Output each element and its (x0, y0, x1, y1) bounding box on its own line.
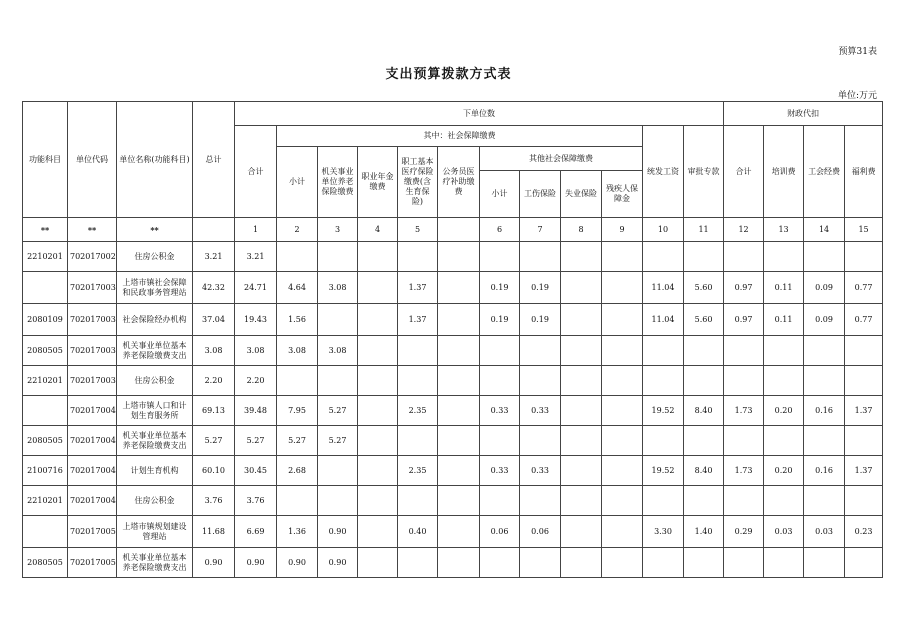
disabled-cell (602, 366, 643, 396)
header-fin-total: 合计 (724, 126, 764, 218)
injury-cell: 0.33 (520, 396, 561, 426)
civil-cell (438, 456, 480, 486)
union-cell (804, 336, 845, 366)
medical-cell: 0.40 (398, 516, 438, 548)
medical-cell (398, 336, 438, 366)
annuity-cell (358, 242, 398, 272)
union-cell (804, 548, 845, 578)
table-row (23, 336, 883, 366)
welfare-cell (845, 242, 883, 272)
approved-cell: 8.40 (684, 396, 724, 426)
union-cell: 0.03 (804, 516, 845, 548)
header-unit-name: 单位名称(功能科目) (117, 102, 193, 218)
column-index-cell: 15 (845, 218, 883, 242)
total-cell: 69.13 (193, 396, 235, 426)
approved-cell (684, 366, 724, 396)
medical-cell (398, 426, 438, 456)
table-row (23, 486, 883, 516)
func-code-cell: 2210201 (23, 242, 68, 272)
disabled-cell (602, 516, 643, 548)
func-code-cell (23, 516, 68, 548)
civil-cell (438, 336, 480, 366)
union-cell: 0.16 (804, 396, 845, 426)
o_sub-cell (480, 366, 520, 396)
union-cell: 0.09 (804, 272, 845, 304)
unit-name-cell: 住房公积金 (117, 486, 193, 516)
header-medical: 职工基本医疗保险缴费(含生育保险) (398, 147, 438, 218)
union-cell (804, 242, 845, 272)
approved-cell: 1.40 (684, 516, 724, 548)
injury-cell (520, 426, 561, 456)
training-cell: 0.20 (764, 456, 804, 486)
column-index-cell: 11 (684, 218, 724, 242)
unemp-cell (561, 242, 602, 272)
disabled-cell (602, 548, 643, 578)
sum-cell: 5.27 (235, 426, 277, 456)
total-cell: 2.20 (193, 366, 235, 396)
unit-name-cell: 上塔市镇规划建设管理站 (117, 516, 193, 548)
header-annuity: 职业年金缴费 (358, 147, 398, 218)
o_sub-cell (480, 426, 520, 456)
header-unemployment: 失业保险 (561, 171, 602, 218)
training-cell (764, 366, 804, 396)
training-cell (764, 486, 804, 516)
training-cell (764, 548, 804, 578)
union-cell: 0.16 (804, 456, 845, 486)
column-index-cell: 12 (724, 218, 764, 242)
total-cell: 3.21 (193, 242, 235, 272)
unemp-cell (561, 336, 602, 366)
total-cell: 42.32 (193, 272, 235, 304)
injury-cell: 0.19 (520, 304, 561, 336)
si_sub-cell: 2.68 (277, 456, 318, 486)
column-index-cell: ** (23, 218, 68, 242)
medical-cell (398, 366, 438, 396)
approved-cell (684, 486, 724, 516)
annuity-cell (358, 336, 398, 366)
column-index-cell: 2 (277, 218, 318, 242)
salary-cell: 11.04 (643, 304, 684, 336)
header-injury: 工伤保险 (520, 171, 561, 218)
injury-cell (520, 486, 561, 516)
total-cell: 37.04 (193, 304, 235, 336)
sum-cell: 19.43 (235, 304, 277, 336)
approved-cell: 5.60 (684, 304, 724, 336)
approved-cell (684, 242, 724, 272)
unit-name-cell: 社会保险经办机构 (117, 304, 193, 336)
si_sub-cell: 1.56 (277, 304, 318, 336)
header-other-subtotal: 小计 (480, 171, 520, 218)
header-approved: 审批专款 (684, 126, 724, 218)
si_sub-cell (277, 366, 318, 396)
pension-cell: 0.90 (318, 516, 358, 548)
disabled-cell (602, 272, 643, 304)
unit-name-cell: 机关事业单位基本养老保险缴费支出 (117, 548, 193, 578)
o_sub-cell (480, 242, 520, 272)
injury-cell (520, 366, 561, 396)
sum-cell: 3.08 (235, 336, 277, 366)
o_sub-cell: 0.33 (480, 456, 520, 486)
header-social-insurance: 其中：社会保障缴费 (277, 126, 643, 147)
column-index-cell: 7 (520, 218, 561, 242)
pension-cell (318, 304, 358, 336)
pension-cell: 3.08 (318, 336, 358, 366)
unemp-cell (561, 426, 602, 456)
disabled-cell (602, 242, 643, 272)
unit-name-cell: 机关事业单位基本养老保险缴费支出 (117, 426, 193, 456)
table-row (23, 304, 883, 336)
column-index-cell (438, 218, 480, 242)
column-index-cell: 6 (480, 218, 520, 242)
func-code-cell: 2210201 (23, 366, 68, 396)
f_total-cell: 0.97 (724, 272, 764, 304)
table-row (23, 456, 883, 486)
annuity-cell (358, 548, 398, 578)
header-total: 总计 (193, 102, 235, 218)
total-cell: 3.76 (193, 486, 235, 516)
table-row (23, 548, 883, 578)
unit-code-cell: 702017003 (68, 304, 117, 336)
table-row (23, 516, 883, 548)
header-subtotal-all: 合计 (235, 126, 277, 218)
f_total-cell: 1.73 (724, 396, 764, 426)
training-cell (764, 336, 804, 366)
disabled-cell (602, 486, 643, 516)
salary-cell: 11.04 (643, 272, 684, 304)
column-index-cell: 5 (398, 218, 438, 242)
union-cell (804, 366, 845, 396)
salary-cell: 3.30 (643, 516, 684, 548)
pension-cell (318, 486, 358, 516)
training-cell: 0.11 (764, 272, 804, 304)
approved-cell: 8.40 (684, 456, 724, 486)
table-row (23, 426, 883, 456)
unit-name-cell: 机关事业单位基本养老保险缴费支出 (117, 336, 193, 366)
table-row (23, 366, 883, 396)
header-pension: 机关事业单位养老保险缴费 (318, 147, 358, 218)
injury-cell (520, 548, 561, 578)
sum-cell: 2.20 (235, 366, 277, 396)
total-cell: 60.10 (193, 456, 235, 486)
o_sub-cell: 0.19 (480, 272, 520, 304)
unit-name-cell: 住房公积金 (117, 366, 193, 396)
f_total-cell (724, 242, 764, 272)
header-training: 培训费 (764, 126, 804, 218)
f_total-cell (724, 366, 764, 396)
si_sub-cell (277, 486, 318, 516)
o_sub-cell (480, 548, 520, 578)
medical-cell: 1.37 (398, 272, 438, 304)
training-cell (764, 426, 804, 456)
approved-cell (684, 426, 724, 456)
f_total-cell (724, 336, 764, 366)
column-index-cell: 1 (235, 218, 277, 242)
unemp-cell (561, 366, 602, 396)
annuity-cell (358, 426, 398, 456)
civil-cell (438, 548, 480, 578)
civil-cell (438, 242, 480, 272)
medical-cell: 1.37 (398, 304, 438, 336)
disabled-cell (602, 304, 643, 336)
disabled-cell (602, 456, 643, 486)
welfare-cell: 0.77 (845, 272, 883, 304)
unit-code-cell: 702017003 (68, 366, 117, 396)
welfare-cell (845, 486, 883, 516)
pension-cell: 3.08 (318, 272, 358, 304)
civil-cell (438, 366, 480, 396)
header-si-subtotal: 小计 (277, 147, 318, 218)
welfare-cell: 1.37 (845, 396, 883, 426)
table-row (23, 396, 883, 426)
unit-code-cell: 702017003 (68, 272, 117, 304)
unit-code-cell: 702017004 (68, 426, 117, 456)
total-cell: 0.90 (193, 548, 235, 578)
training-cell: 0.11 (764, 304, 804, 336)
column-index-cell: ** (117, 218, 193, 242)
civil-cell (438, 272, 480, 304)
unit-name-cell: 计划生育机构 (117, 456, 193, 486)
o_sub-cell: 0.33 (480, 396, 520, 426)
pension-cell (318, 366, 358, 396)
f_total-cell: 1.73 (724, 456, 764, 486)
union-cell (804, 486, 845, 516)
unit-name-cell: 上塔市镇社会保障和民政事务管理站 (117, 272, 193, 304)
pension-cell: 5.27 (318, 396, 358, 426)
unit-code-cell: 702017005 (68, 548, 117, 578)
column-index-cell: 14 (804, 218, 845, 242)
approved-cell: 5.60 (684, 272, 724, 304)
medical-cell (398, 486, 438, 516)
pension-cell (318, 456, 358, 486)
medical-cell (398, 242, 438, 272)
salary-cell: 19.52 (643, 396, 684, 426)
training-cell (764, 242, 804, 272)
civil-cell (438, 426, 480, 456)
training-cell: 0.03 (764, 516, 804, 548)
si_sub-cell: 3.08 (277, 336, 318, 366)
medical-cell: 2.35 (398, 396, 438, 426)
func-code-cell: 2080109 (23, 304, 68, 336)
welfare-cell: 0.23 (845, 516, 883, 548)
func-code-cell (23, 396, 68, 426)
column-index-cell (193, 218, 235, 242)
sum-cell: 3.21 (235, 242, 277, 272)
salary-cell (643, 336, 684, 366)
pension-cell (318, 242, 358, 272)
injury-cell: 0.33 (520, 456, 561, 486)
unit-name-cell: 上塔市镇人口和计划生育服务所 (117, 396, 193, 426)
pension-cell: 0.90 (318, 548, 358, 578)
training-cell: 0.20 (764, 396, 804, 426)
func-code-cell: 2080505 (23, 548, 68, 578)
header-unit-code: 单位代码 (68, 102, 117, 218)
sum-cell: 39.48 (235, 396, 277, 426)
annuity-cell (358, 272, 398, 304)
pension-cell: 5.27 (318, 426, 358, 456)
welfare-cell (845, 426, 883, 456)
column-index-cell: ** (68, 218, 117, 242)
total-cell: 3.08 (193, 336, 235, 366)
column-index-cell: 4 (358, 218, 398, 242)
unit-code-cell: 702017005 (68, 516, 117, 548)
header-row-1 (23, 102, 883, 126)
unit-code-cell: 702017004 (68, 456, 117, 486)
unit-name-cell: 住房公积金 (117, 242, 193, 272)
disabled-cell (602, 336, 643, 366)
column-index-cell: 9 (602, 218, 643, 242)
column-index-cell: 8 (561, 218, 602, 242)
func-code-cell: 2210201 (23, 486, 68, 516)
total-cell: 11.68 (193, 516, 235, 548)
total-cell: 5.27 (193, 426, 235, 456)
civil-cell (438, 516, 480, 548)
o_sub-cell: 0.06 (480, 516, 520, 548)
unemp-cell (561, 272, 602, 304)
si_sub-cell: 1.36 (277, 516, 318, 548)
welfare-cell: 0.77 (845, 304, 883, 336)
f_total-cell (724, 548, 764, 578)
civil-cell (438, 396, 480, 426)
func-code-cell: 2080505 (23, 336, 68, 366)
table-row (23, 272, 883, 304)
unemp-cell (561, 516, 602, 548)
func-code-cell (23, 272, 68, 304)
unemp-cell (561, 456, 602, 486)
o_sub-cell: 0.19 (480, 304, 520, 336)
sum-cell: 0.90 (235, 548, 277, 578)
header-other-si: 其他社会保障缴费 (480, 147, 643, 171)
medical-cell: 2.35 (398, 456, 438, 486)
welfare-cell (845, 336, 883, 366)
unemp-cell (561, 304, 602, 336)
salary-cell: 19.52 (643, 456, 684, 486)
unemp-cell (561, 486, 602, 516)
welfare-cell: 1.37 (845, 456, 883, 486)
header-union: 工会经费 (804, 126, 845, 218)
civil-cell (438, 304, 480, 336)
salary-cell (643, 366, 684, 396)
column-index-cell: 13 (764, 218, 804, 242)
annuity-cell (358, 516, 398, 548)
budget-table (22, 101, 883, 578)
approved-cell (684, 336, 724, 366)
union-cell: 0.09 (804, 304, 845, 336)
f_total-cell: 0.29 (724, 516, 764, 548)
injury-cell: 0.19 (520, 272, 561, 304)
table-row (23, 242, 883, 272)
salary-cell (643, 548, 684, 578)
disabled-cell (602, 426, 643, 456)
f_total-cell: 0.97 (724, 304, 764, 336)
salary-cell (643, 426, 684, 456)
annuity-cell (358, 456, 398, 486)
injury-cell (520, 242, 561, 272)
annuity-cell (358, 304, 398, 336)
sum-cell: 6.69 (235, 516, 277, 548)
column-index-cell: 10 (643, 218, 684, 242)
si_sub-cell: 5.27 (277, 426, 318, 456)
sum-cell: 30.45 (235, 456, 277, 486)
disabled-cell (602, 396, 643, 426)
si_sub-cell: 7.95 (277, 396, 318, 426)
union-cell (804, 426, 845, 456)
header-welfare: 福利费 (845, 126, 883, 218)
medical-cell (398, 548, 438, 578)
unit-code-cell: 702017003 (68, 336, 117, 366)
approved-cell (684, 548, 724, 578)
unit-label: 单位:万元 (837, 91, 877, 101)
header-lower-units: 下单位数 (235, 102, 724, 126)
sum-cell: 3.76 (235, 486, 277, 516)
o_sub-cell (480, 486, 520, 516)
header-civil-medical: 公务员医疗补助缴费 (438, 147, 480, 218)
welfare-cell (845, 366, 883, 396)
header-salary: 统发工资 (643, 126, 684, 218)
header-finance: 财政代扣 (724, 102, 883, 126)
table-body (23, 242, 883, 578)
unit-code-cell: 702017002 (68, 242, 117, 272)
salary-cell (643, 486, 684, 516)
page-title: 支出预算拨款方式表 (385, 67, 512, 82)
si_sub-cell: 0.90 (277, 548, 318, 578)
table-reference-number: 预算31表 (838, 47, 877, 57)
sum-cell: 24.71 (235, 272, 277, 304)
injury-cell: 0.06 (520, 516, 561, 548)
annuity-cell (358, 486, 398, 516)
si_sub-cell: 4.64 (277, 272, 318, 304)
header-func-code: 功能科目 (23, 102, 68, 218)
unemp-cell (561, 396, 602, 426)
header-disabled: 残疾人保障金 (602, 171, 643, 218)
f_total-cell (724, 426, 764, 456)
annuity-cell (358, 396, 398, 426)
annuity-cell (358, 366, 398, 396)
civil-cell (438, 486, 480, 516)
si_sub-cell (277, 242, 318, 272)
f_total-cell (724, 486, 764, 516)
unit-code-cell: 702017004 (68, 486, 117, 516)
column-index-cell: 3 (318, 218, 358, 242)
unit-code-cell: 702017004 (68, 396, 117, 426)
func-code-cell: 2100716 (23, 456, 68, 486)
o_sub-cell (480, 336, 520, 366)
func-code-cell: 2080505 (23, 426, 68, 456)
welfare-cell (845, 548, 883, 578)
column-index-row (23, 218, 883, 242)
unemp-cell (561, 548, 602, 578)
injury-cell (520, 336, 561, 366)
salary-cell (643, 242, 684, 272)
